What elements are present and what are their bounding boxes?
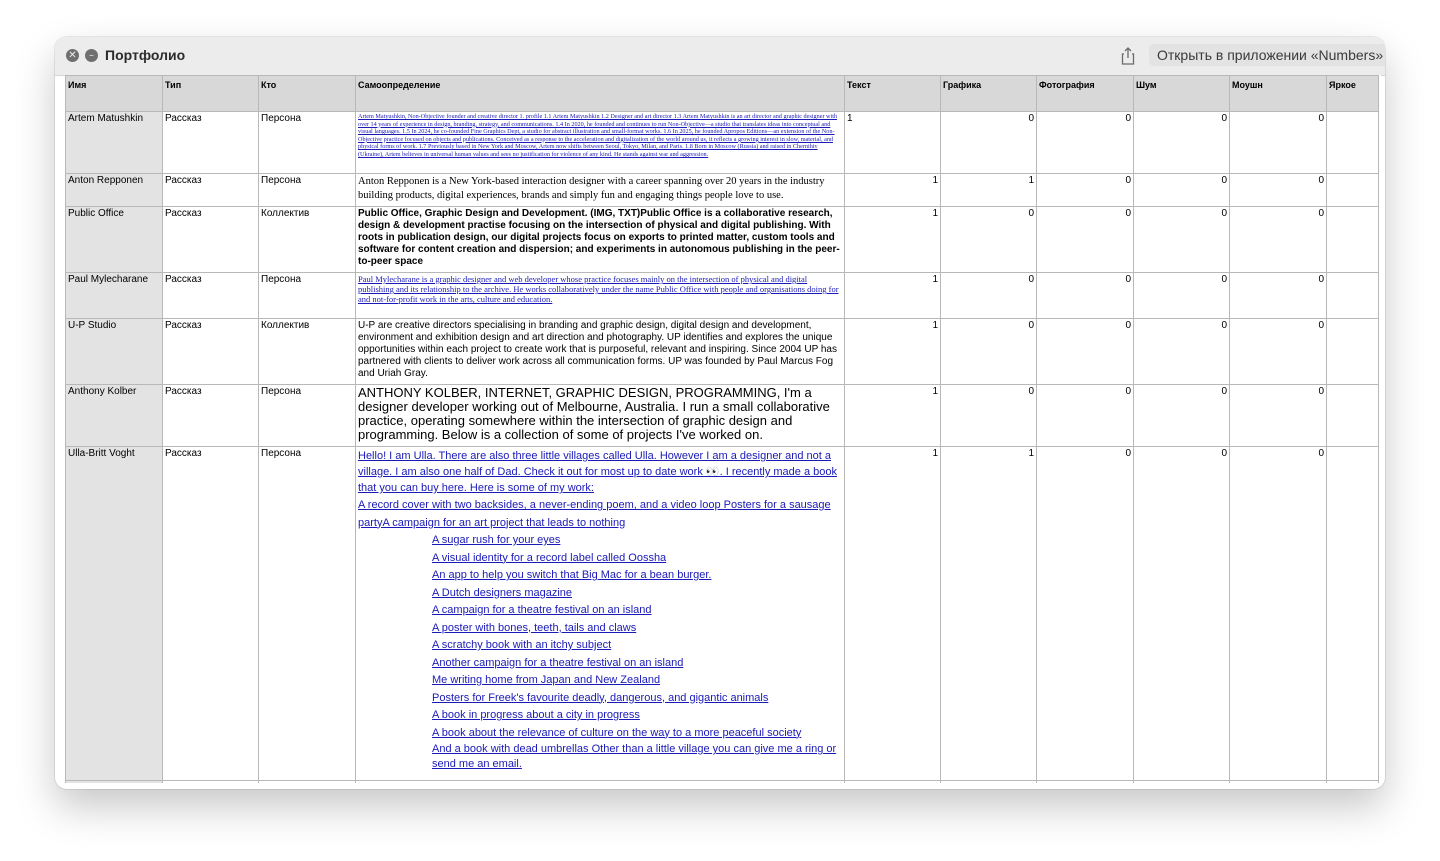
description-cell[interactable] — [356, 112, 845, 174]
type-cell[interactable]: Рассказ — [163, 447, 259, 781]
table-row — [66, 781, 1379, 784]
link-line[interactable]: A book about the relevance of culture on the way to a more peaceful society — [432, 726, 802, 739]
text-flag-cell[interactable]: 1 — [845, 319, 941, 385]
text-flag-cell[interactable]: 1 — [845, 385, 941, 447]
bright-cell[interactable] — [1327, 174, 1379, 207]
text-flag-cell[interactable]: 1 — [845, 447, 941, 781]
graphics-cell[interactable]: 0 — [941, 385, 1037, 447]
type-cell[interactable]: Рассказ — [163, 273, 259, 319]
spreadsheet-view — [65, 75, 1381, 783]
link-line[interactable]: An app to help you switch that Big Mac for a bean burger. — [432, 569, 712, 581]
motion-cell[interactable]: 0 — [1230, 447, 1327, 781]
name-cell[interactable]: Public Office — [66, 207, 163, 273]
graphics-cell[interactable] — [941, 781, 1037, 784]
text-flag-cell[interactable]: 1 — [845, 207, 941, 273]
who-cell[interactable] — [259, 781, 356, 784]
who-cell[interactable]: Персона — [259, 273, 356, 319]
description-cell[interactable] — [356, 781, 845, 784]
name-cell[interactable]: Artem Matushkin — [66, 112, 163, 174]
description-text[interactable] — [358, 448, 842, 772]
description-text[interactable]: U-P are creative directors specialising in branding and graphic design, digital design and development, environment and exhibition design and art direction and photography. UP identifies and explores the unique opportunities within each project to create work that is purposeful, relevant and inspiring. Since 2004 UP has partnered with clients to deliver work across all communication forms. UP was founded by Paul Marcus Fog and Uriah Gray. — [358, 320, 837, 379]
link-line[interactable]: A record cover with two backsides, a never-ending poem, and a video loop Posters for a sausage partyA campaign for an art project that leads to nothing — [358, 499, 831, 529]
motion-cell[interactable] — [1230, 781, 1327, 784]
motion-cell[interactable]: 0 — [1230, 112, 1327, 174]
share-icon[interactable] — [1119, 46, 1137, 66]
graphics-cell[interactable]: 0 — [941, 112, 1037, 174]
table-row — [66, 273, 1379, 319]
graphics-cell[interactable]: 0 — [941, 273, 1037, 319]
table-row — [66, 112, 1379, 174]
bright-cell[interactable] — [1327, 112, 1379, 174]
bright-cell[interactable] — [1327, 385, 1379, 447]
name-cell[interactable]: Anthony Kolber — [66, 385, 163, 447]
close-icon[interactable]: ✕ — [66, 49, 79, 62]
type-cell[interactable]: Рассказ — [163, 207, 259, 273]
column-header[interactable]: Текст — [845, 76, 941, 112]
type-cell[interactable]: Рассказ — [163, 174, 259, 207]
motion-cell[interactable]: 0 — [1230, 319, 1327, 385]
noise-cell[interactable]: 0 — [1134, 319, 1230, 385]
who-cell[interactable]: Коллектив — [259, 319, 356, 385]
link-line[interactable]: Another campaign for a theatre festival on an island — [432, 656, 684, 669]
who-cell[interactable]: Персона — [259, 447, 356, 781]
link-line[interactable]: A scratchy book with an itchy subject — [432, 639, 612, 651]
column-header[interactable]: Графика — [941, 76, 1037, 112]
who-cell[interactable]: Персона — [259, 112, 356, 174]
link-line[interactable]: A Dutch designers magazine — [432, 586, 573, 599]
motion-cell[interactable]: 0 — [1230, 273, 1327, 319]
noise-cell[interactable]: 0 — [1134, 273, 1230, 319]
noise-cell[interactable]: 0 — [1134, 207, 1230, 273]
table-row — [66, 385, 1379, 447]
name-cell[interactable]: U-P Studio — [66, 319, 163, 385]
link-line[interactable]: A sugar rush for your eyes — [432, 534, 561, 546]
bright-cell[interactable] — [1327, 273, 1379, 319]
description-cell[interactable] — [356, 273, 845, 319]
link-line[interactable]: A campaign for a theatre festival on an island — [432, 604, 652, 616]
type-cell[interactable]: Рассказ — [163, 385, 259, 447]
who-cell[interactable]: Персона — [259, 385, 356, 447]
description-cell[interactable] — [356, 207, 845, 273]
photo-cell[interactable]: 0 — [1037, 273, 1134, 319]
name-cell[interactable]: Ulla-Britt Voght — [66, 447, 163, 781]
column-header[interactable]: Самоопределение — [356, 76, 845, 112]
link-line[interactable]: A visual identity for a record label called Oossha — [432, 551, 667, 564]
name-cell[interactable] — [66, 781, 163, 784]
column-header[interactable]: Шум — [1134, 76, 1230, 112]
table-row — [66, 174, 1379, 207]
type-cell[interactable]: Рассказ — [163, 112, 259, 174]
link-line[interactable]: Hello! I am Ulla. There are also three little villages called Ulla. However I am a designer and not a village. I am also one half of Dad. Check it out for most up to date work 👀. I recently made a book that you can buy here. Here is some of my work: — [358, 450, 837, 494]
column-header[interactable]: Кто — [259, 76, 356, 112]
graphics-cell[interactable]: 0 — [941, 207, 1037, 273]
description-cell[interactable] — [356, 174, 845, 207]
column-header[interactable]: Моушн — [1230, 76, 1327, 112]
name-cell[interactable]: Anton Repponen — [66, 174, 163, 207]
bright-cell[interactable] — [1327, 319, 1379, 385]
header-row — [66, 76, 1379, 112]
column-header[interactable]: Фотография — [1037, 76, 1134, 112]
motion-cell[interactable]: 0 — [1230, 174, 1327, 207]
bright-cell[interactable] — [1327, 781, 1379, 784]
window-title: Портфолио — [105, 47, 186, 63]
text-flag-cell[interactable]: 1 — [845, 273, 941, 319]
bright-cell[interactable] — [1327, 207, 1379, 273]
description-text[interactable]: Public Office, Graphic Design and Development. (IMG, TXT)Public Office is a collaborative research, design & development practise focusing on the intersection of physical and digital publishing. With roots in publication design, our digital projects focus on exports to printed matter, custom tools and software for content creation and dispersion; and experiments in autonomous publishing in the peer-to-peer space — [358, 208, 840, 267]
motion-cell[interactable]: 0 — [1230, 385, 1327, 447]
photo-cell[interactable]: 0 — [1037, 319, 1134, 385]
link-line[interactable]: Me writing home from Japan and New Zealand — [432, 674, 661, 686]
column-header[interactable]: Имя — [66, 76, 163, 112]
noise-cell[interactable]: 0 — [1134, 385, 1230, 447]
link-line[interactable]: A poster with bones, teeth, tails and claws — [432, 621, 637, 634]
text-flag-cell[interactable] — [845, 781, 941, 784]
graphics-cell[interactable]: 1 — [941, 447, 1037, 781]
photo-cell[interactable]: 0 — [1037, 385, 1134, 447]
table-row — [66, 447, 1379, 781]
motion-cell[interactable]: 0 — [1230, 207, 1327, 273]
who-cell[interactable]: Коллектив — [259, 207, 356, 273]
photo-cell[interactable]: 0 — [1037, 174, 1134, 207]
table-row — [66, 207, 1379, 273]
column-header[interactable]: Тип — [163, 76, 259, 112]
link-line[interactable]: And a book with dead umbrellas Other than a little village you can give me a ring or send me an email. — [432, 743, 837, 770]
description-cell[interactable] — [356, 447, 845, 781]
type-cell[interactable]: Рассказ — [163, 319, 259, 385]
description-cell[interactable] — [356, 319, 845, 385]
photo-cell[interactable]: 0 — [1037, 447, 1134, 781]
table-row — [66, 319, 1379, 385]
who-cell[interactable]: Персона — [259, 174, 356, 207]
noise-cell[interactable] — [1134, 781, 1230, 784]
minus-circle-icon[interactable]: – — [85, 49, 98, 62]
noise-cell[interactable]: 0 — [1134, 174, 1230, 207]
type-cell[interactable] — [163, 781, 259, 784]
open-in-numbers-button[interactable]: Открыть в приложении «Numbers» — [1149, 44, 1385, 66]
photo-cell[interactable]: 0 — [1037, 112, 1134, 174]
noise-cell[interactable]: 0 — [1134, 112, 1230, 174]
photo-cell[interactable]: 0 — [1037, 207, 1134, 273]
name-cell[interactable]: Paul Mylecharane — [66, 273, 163, 319]
bright-cell[interactable] — [1327, 447, 1379, 781]
graphics-cell[interactable]: 1 — [941, 174, 1037, 207]
numbers-preview-window — [55, 37, 1385, 789]
text-flag-cell[interactable]: 1 — [845, 112, 941, 174]
description-text[interactable]: Anton Repponen is a New York-based interaction designer with a career spanning over 20 years in the industry building products, digital experiences, brands and simply fun and engaging things people love to use. — [358, 176, 825, 201]
description-cell[interactable] — [356, 385, 845, 447]
graphics-cell[interactable]: 0 — [941, 319, 1037, 385]
description-text[interactable]: ANTHONY KOLBER, INTERNET, GRAPHIC DESIGN, PROGRAMMING, I'm a designer developer working out of Melbourne, Australia. I run a small collaborative practice, operating somewhere within the intersection of graphic design and programming. Below is a collection of some of projects I've worked on. — [358, 385, 830, 442]
photo-cell[interactable] — [1037, 781, 1134, 784]
description-text[interactable]: Paul Mylecharane is a graphic designer and web developer whose practice focuses mainly on the intersection of physical and digital publishing and its relationship to the archive. He works collaboratively under the name Public Office with people and organisations doing for and not-for-profit work in the arts, culture and education. — [358, 274, 839, 304]
link-line[interactable]: Posters for Freek's favourite deadly, dangerous, and gigantic animals — [432, 691, 769, 704]
column-header[interactable]: Яркое — [1327, 76, 1379, 112]
text-flag-cell[interactable]: 1 — [845, 174, 941, 207]
description-text[interactable]: Artem Matyushkin, Non-Objective founder and creative director 1. profile 1.1 Artem Matyushkin 1.2 Designer and art director 1.3 Artem Matyushkin is an art director and graphic designer with over 14 years of experience in design, branding, strategy, and communications. 1.4 In 2020, he founded and continues to run Non-Objective—a studio that translates ideas into conceptual and visual languages. 1.5 In 2024, he co-founded Fine Graphics Dept, a studio for abstract illustration and small-format works. 1.6 In 2025, he founded Apropos Editions—an extension of the Non-Objective practice focused on objects and publications. Conceived as a response to the acceleration and digitalization of the world around us, it reflects a growing interest in slow, material, and physical forms of work. 1.7 Previously based in New York and Moscow, Artem now shifts between Seoul, Tokyo, Milan, and Paris. 1.8 Born in Moscow (Russia) and raised in Chernihiv (Ukraine), Artem believes in universal human values and sees no justification for violence of any kind. He stands against war and aggression. — [358, 113, 838, 158]
title-bar — [55, 37, 1385, 76]
link-line[interactable]: A book in progress about a city in progress — [432, 709, 640, 721]
portfolio-table — [65, 75, 1379, 783]
noise-cell[interactable]: 0 — [1134, 447, 1230, 781]
